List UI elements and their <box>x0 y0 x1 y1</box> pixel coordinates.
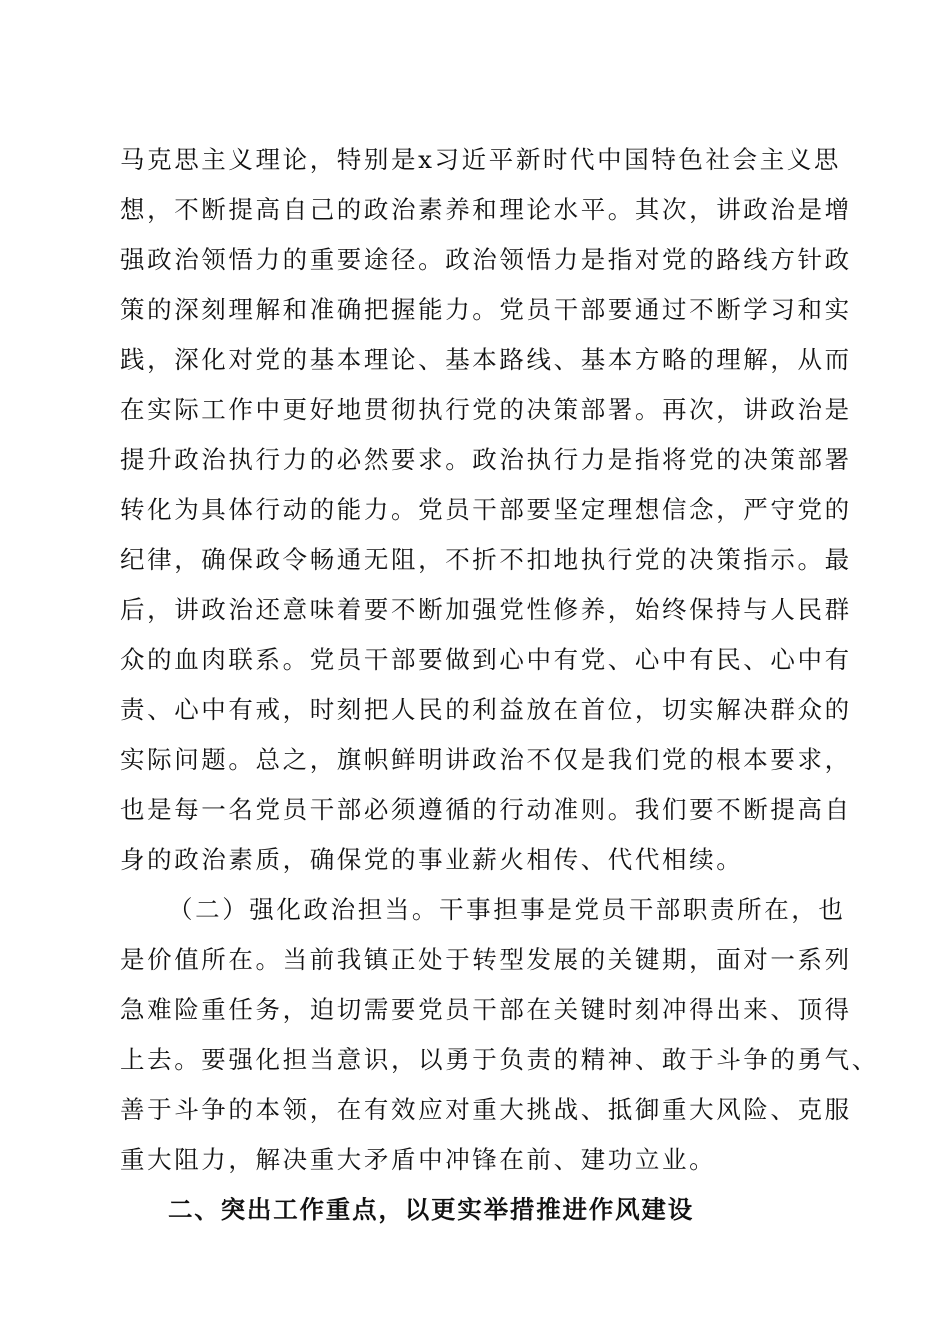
text-line: 责、心中有戒，时刻把人民的利益放在首位，切实解决群众的 <box>120 695 852 724</box>
text-line: 策的深刻理解和准确把握能力。党员干部要通过不断学习和实 <box>120 295 852 324</box>
text-line: 提升政治执行力的必然要求。政治执行力是指将党的决策部署 <box>120 445 852 474</box>
text-line: 在实际工作中更好地贯彻执行党的决策部署。再次，讲政治是 <box>120 395 852 424</box>
section-heading: 二、突出工作重点，以更实举措推进作风建设 <box>168 1195 694 1224</box>
text-line: 身的政治素质，确保党的事业薪火相传、代代相续。 <box>120 845 744 874</box>
text-line: 强政治领悟力的重要途径。政治领悟力是指对党的路线方针政 <box>120 245 852 274</box>
text-line: 纪律，确保政令畅通无阻，不折不扣地执行党的决策指示。最 <box>120 545 852 574</box>
text-line: 重大阻力，解决重大矛盾中冲锋在前、建功立业。 <box>120 1145 717 1174</box>
text-line: 众的血肉联系。党员干部要做到心中有党、心中有民、心中有 <box>120 645 852 674</box>
text-line: 上去。要强化担当意识，以勇于负责的精神、敢于斗争的勇气、 <box>120 1045 879 1074</box>
text-line: 马克思主义理论，特别是x习近平新时代中国特色社会主义思 <box>120 145 842 174</box>
text-line: 善于斗争的本领，在有效应对重大挑战、抵御重大风险、克服 <box>120 1095 852 1124</box>
text-line: 也是每一名党员干部必须遵循的行动准则。我们要不断提高自 <box>120 795 852 824</box>
text-line: 实际问题。总之，旗帜鲜明讲政治不仅是我们党的根本要求， <box>120 745 852 774</box>
text-line: 后，讲政治还意味着要不断加强党性修养，始终保持与人民群 <box>120 595 852 624</box>
text-line: 转化为具体行动的能力。党员干部要坚定理想信念，严守党的 <box>120 495 852 524</box>
text-line: 是价值所在。当前我镇正处于转型发展的关键期，面对一系列 <box>120 945 852 974</box>
text-line: 践，深化对党的基本理论、基本路线、基本方略的理解，从而 <box>120 345 852 374</box>
text-line: 想，不断提高自己的政治素养和理论水平。其次，讲政治是增 <box>120 195 852 224</box>
text-line: （二）强化政治担当。干事担事是党员干部职责所在，也 <box>168 895 846 924</box>
text-line: 急难险重任务，迫切需要党员干部在关键时刻冲得出来、顶得 <box>120 995 852 1024</box>
